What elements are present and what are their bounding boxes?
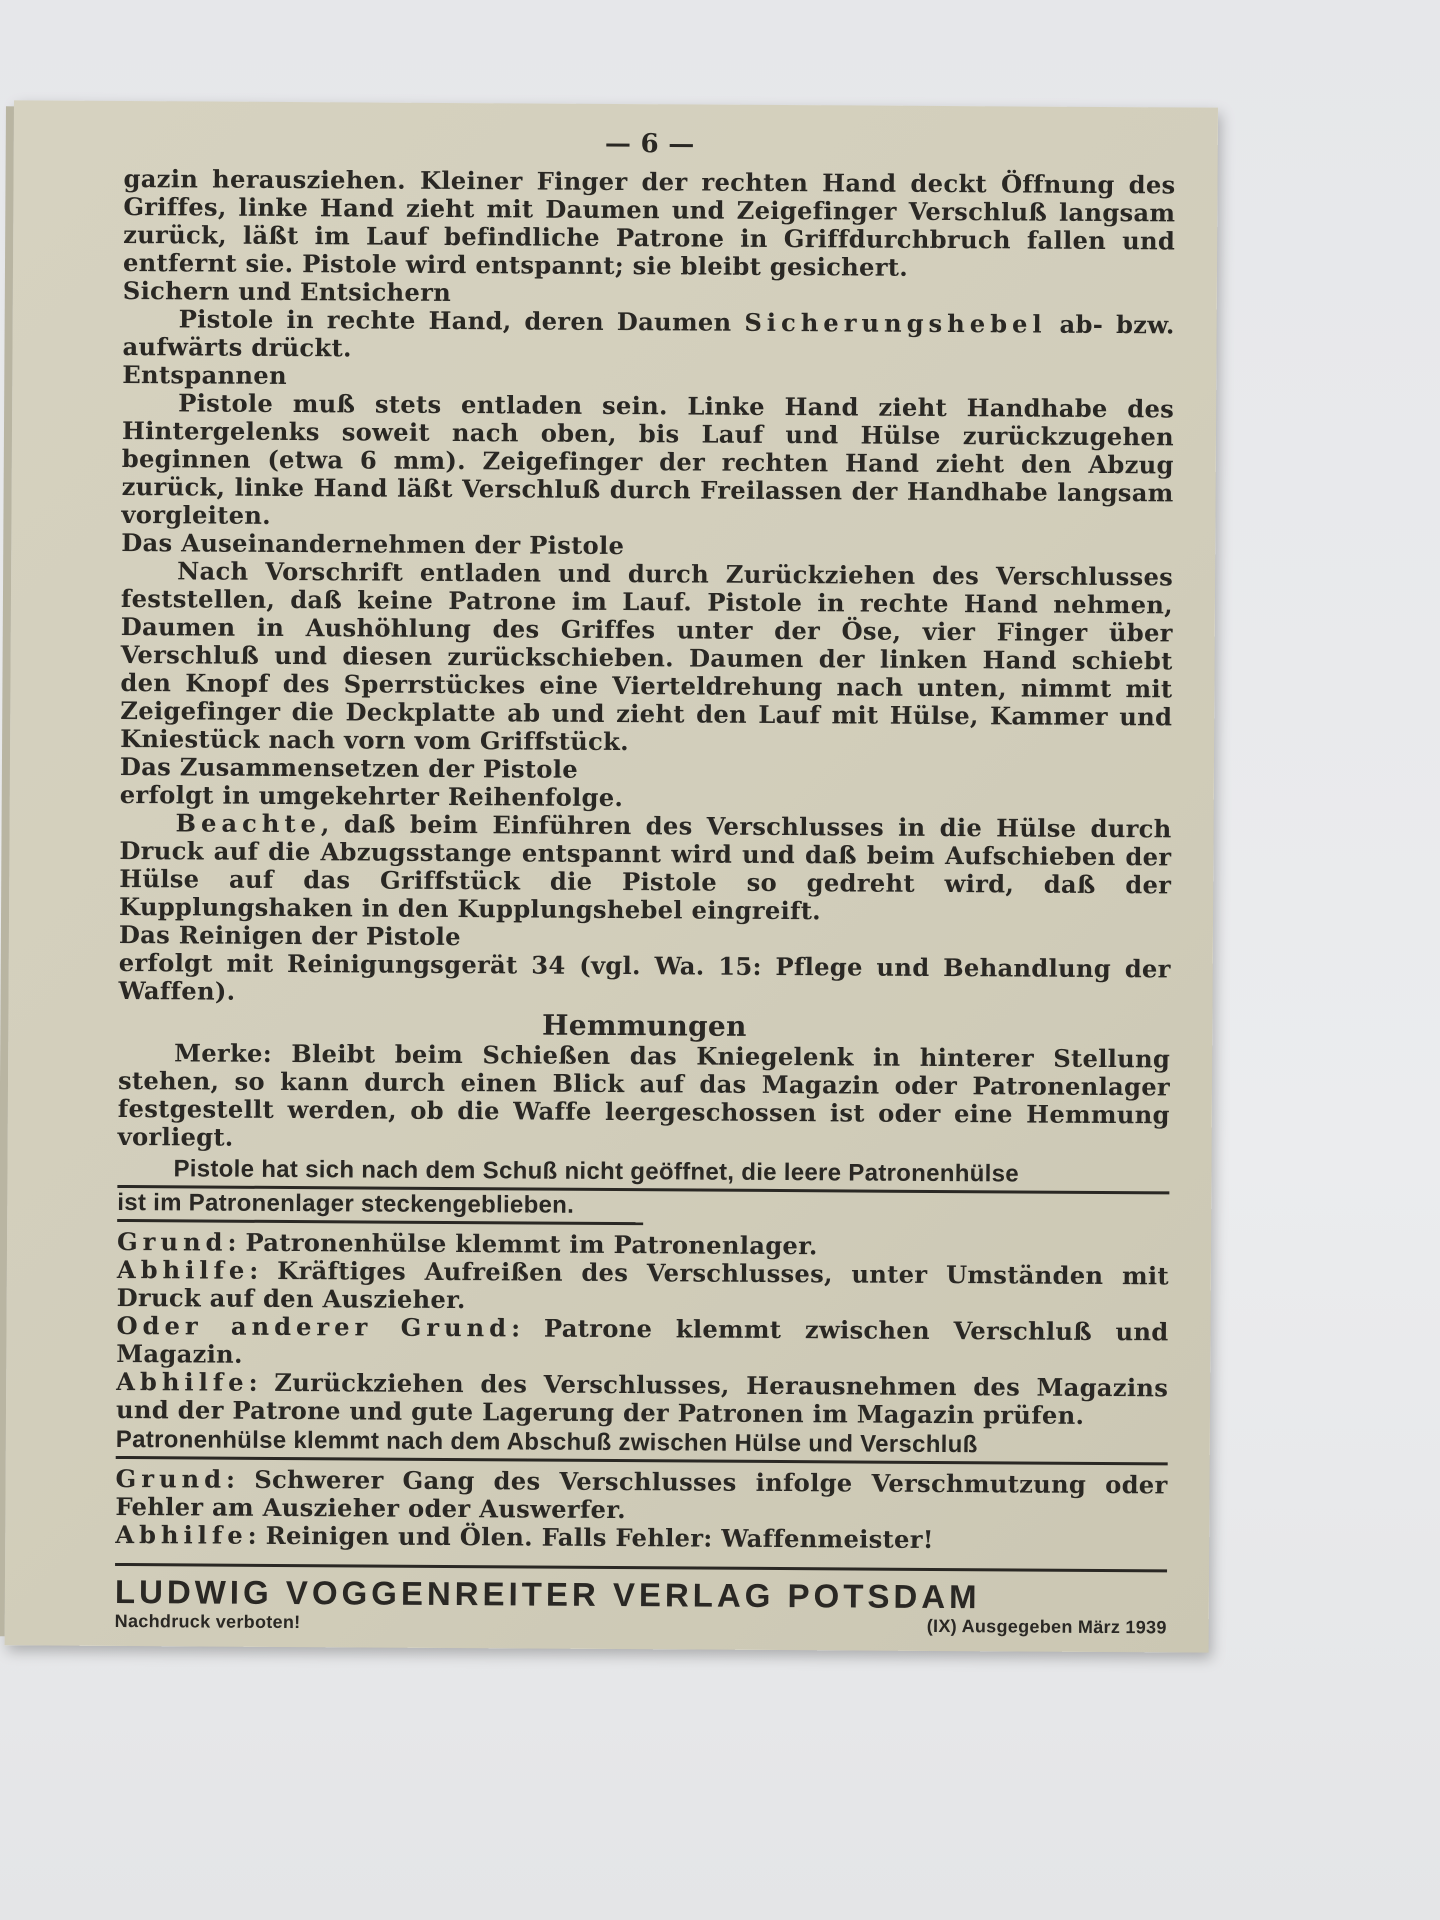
- subheading-hulse-steckengeblieben-1: Pistole hat sich nach dem Schuß nicht geöffnet, die leere Patronenhülse: [117, 1155, 1169, 1194]
- merke-label: Merke:: [174, 1038, 273, 1068]
- grund-2-text: : Patrone klemmt zwischen Verschluß und Magazin.: [116, 1313, 1169, 1369]
- grund-2: [116, 1312, 1168, 1374]
- heading-hemmungen: Hemmungen: [541, 1008, 747, 1043]
- abhilfe-2: [116, 1368, 1168, 1430]
- footer-issue-date: (IX) Ausgegeben März 1939: [926, 1615, 1167, 1638]
- abhilfe-3-text: : Reinigen und Ölen. Falls Fehler: Waffenmeister!: [247, 1520, 934, 1554]
- heading-zusammen: Das Zusammensetzen der Pistole: [119, 751, 579, 784]
- paragraph-entspannen: Pistole muß stets entladen sein. Linke Hand zieht Handhabe des Hintergelenks soweit nach oben, bis Lauf und Hülse zurückzugehen beginnen (etwa 6 mm). Zeigefinger der rechten Hand zieht den Abzug zurück, linke Hand läßt Verschluß durch Freilassen der Handhabe langsam vorgleiten.: [121, 388, 1175, 530]
- abhilfe-2-text: : Zurückziehen des Verschlusses, Herausnehmen des Magazins und der Patrone und gute Lagerung der Patronen im Magazin prüfen.: [115, 1367, 1169, 1430]
- publisher-name: LUDWIG VOGGENREITER VERLAG POTSDAM: [115, 1563, 1167, 1616]
- page-content: [115, 127, 1176, 1638]
- subheading-hulse-steckengeblieben-2: ist im Patronenlager steckengeblieben.: [117, 1189, 643, 1225]
- abhilfe-3: [115, 1521, 1167, 1555]
- abhilfe-1: [117, 1256, 1169, 1318]
- footer-reprint-notice: Nachdruck verboten!: [114, 1610, 301, 1633]
- heading-sichern: Sichern und Entsichern: [122, 275, 452, 307]
- grund-3-text: : Schwerer Gang des Verschlusses infolge Verschmutzung oder Fehler am Auszieher oder Auswerfer.: [115, 1464, 1168, 1525]
- paragraph-beachte: [119, 809, 1172, 927]
- paragraph-intro: gazin herausziehen. Kleiner Finger der rechten Hand deckt Öffnung des Griffes, linke Hand zieht mit Daumen und Zeigefinger Verschluß langsam zurück, läßt im Lauf befindliche Patrone in Griffdurchbruch fallen und entfernt sie. Pistole wird entspannt; sie bleibt gesichert.: [122, 163, 1176, 282]
- abhilfe-label: Abhilfe: [116, 1254, 250, 1285]
- grund-label: Grund: [115, 1463, 227, 1494]
- sichern-spaced-word: Sicherungshebel: [744, 307, 1047, 339]
- paragraph-zusammen: erfolgt in umgekehrter Reihenfolge.: [119, 779, 624, 813]
- merke-text: Bleibt beim Schießen das Kniegelenk in hinterer Stellung stehen, so kann durch einen Blick auf das Magazin oder Patronenlager festgestellt werden, ob die Waffe leergeschossen ist oder eine Hemmung vorliegt.: [117, 1038, 1171, 1152]
- page-edge: [0, 106, 14, 1636]
- subheading-hulse-klemmt: Patronenhülse klemmt nach dem Abschuß zwischen Hülse und Verschluß: [116, 1426, 1168, 1465]
- paragraph-sichern: [122, 305, 1174, 367]
- abhilfe-1-text: : Kräftiges Aufreißen des Verschlusses, unter Umständen mit Druck auf den Auszieher.: [116, 1255, 1169, 1315]
- heading-auseinander: Das Auseinandernehmen der Pistole: [121, 527, 625, 561]
- grund-1-text: : Patronenhülse klemmt im Patronenlager.: [227, 1227, 818, 1261]
- beachte-label: Beachte: [175, 808, 322, 839]
- heading-reinigen: Das Reinigen der Pistole: [118, 919, 461, 952]
- beachte-text: , daß beim Einführen des Verschlusses in die Hülse durch Druck auf die Abzugsstange entspannt wird und daß beim Aufschieben der Hülse auf das Griffstück die Pistole so gedreht wird, daß der Kupplungshaken in den Kupplungshebel eingreift.: [119, 809, 1172, 926]
- heading-entspannen: Entspannen: [122, 359, 287, 390]
- abhilfe-label: Abhilfe: [116, 1366, 249, 1397]
- paragraph-reinigen: erfolgt mit Reinigungsgerät 34 (vgl. Wa. 15: Pflege und Behandlung der Waffen).: [118, 947, 1171, 1006]
- page-number: — 6 —: [604, 128, 695, 160]
- booklet-page: [5, 100, 1218, 1652]
- grund-label: Grund: [116, 1226, 228, 1257]
- abhilfe-label: Abhilfe: [115, 1519, 248, 1550]
- sichern-text-a: Pistole in rechte Hand, deren Daumen: [178, 304, 745, 337]
- oder-grund-label: Oder anderer Grund: [116, 1310, 512, 1343]
- paragraph-merke: [118, 1039, 1171, 1157]
- paragraph-auseinander: Nach Vorschrift entladen und durch Zurückziehen des Verschlusses feststellen, daß keine Patrone im Lauf. Pistole in rechte Hand nehmen, Daumen in Aushöhlung des Griffes unter der Öse, vier Finger über Verschluß und diesen zurückschieben. Daumen der linken Hand schiebt den Knopf des Sperrstückes eine Vierteldrehung nach unten, nimmt mit Zeigefinger die Deckplatte ab und zieht den Lauf mit Hülse, Kammer und Kniestück nach vorn vom Griffstück.: [120, 556, 1174, 757]
- grund-3: [115, 1465, 1167, 1527]
- sichern-text-b: ab- bzw. aufwärts drückt.: [122, 309, 1175, 363]
